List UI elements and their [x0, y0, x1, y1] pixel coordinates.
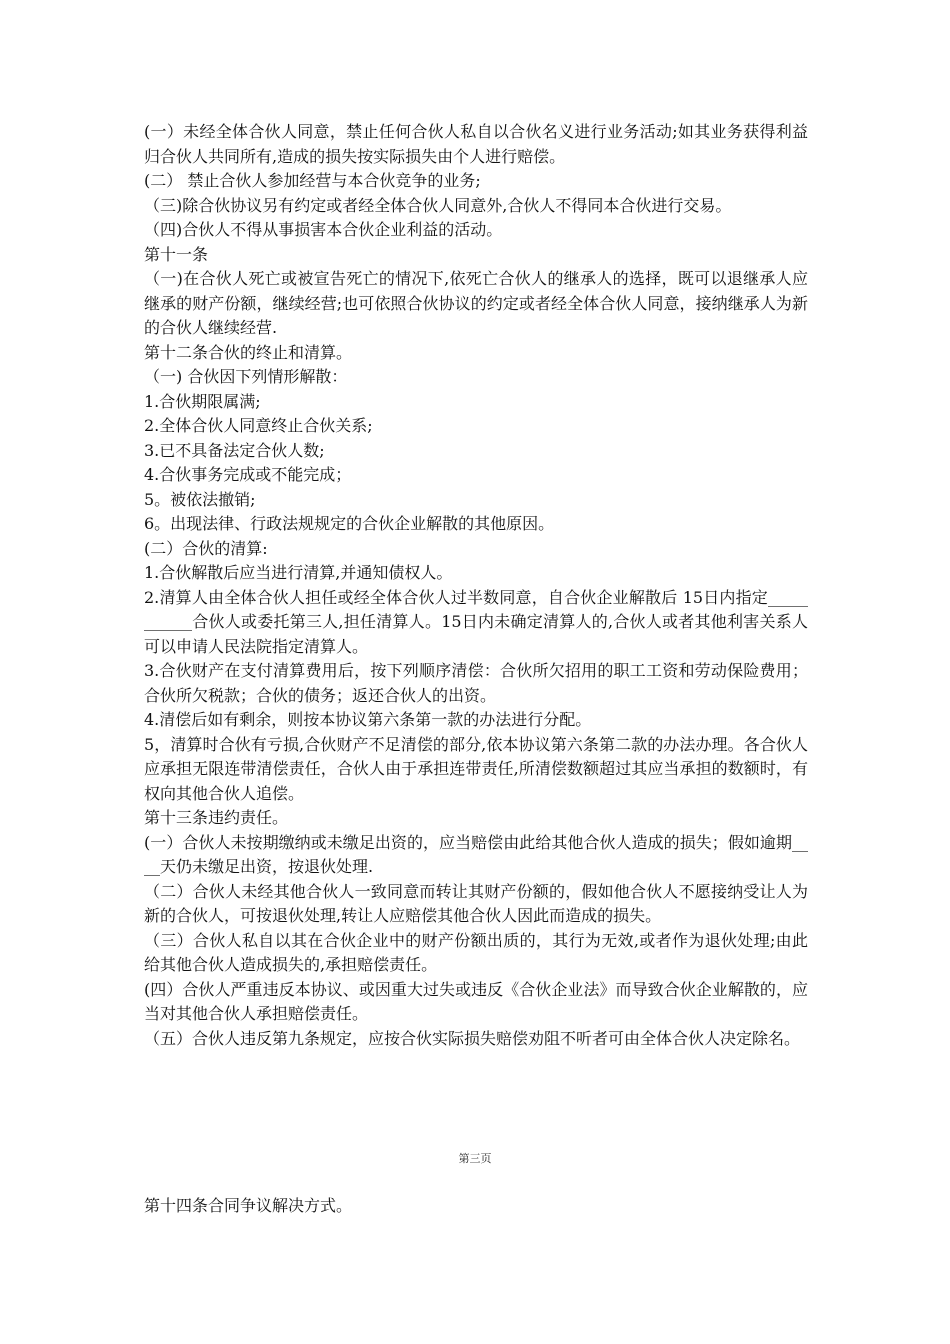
list-item: 4.合伙事务完成或不能完成；: [144, 465, 352, 484]
paragraph: (一）未经全体合伙人同意，禁止任何合伙人私自以合伙名义进行业务活动;如其业务获得利益归合伙人共同所有,造成的损失按实际损失由个人进行赔偿。: [144, 122, 808, 166]
section-heading: 第十一条: [144, 244, 209, 264]
paragraph: （三)除合伙协议另有约定或者经全体合伙人同意外,合伙人不得同本合伙进行交易。: [144, 195, 732, 215]
list-item: 1.合伙期限属满;: [144, 391, 261, 411]
section-heading: 第十二条合伙的终止和清算。: [144, 342, 353, 362]
paragraph: (一）合伙人未按期缴纳或未缴足出资的，应当赔偿由此给其他合伙人造成的损失；假如逾期____天仍未缴足出资，按退伙处理.: [144, 832, 808, 876]
list-item: 3.合伙财产在支付清算费用后，按下列顺序清偿：合伙所欠招用的职工工资和劳动保险费用；合伙所欠税款；合伙的债务；返还合伙人的出资。: [144, 661, 808, 705]
section-heading: 第十三条违约责任。: [144, 808, 289, 827]
list-item: 1.合伙解散后应当进行清算,并通知债权人。: [144, 563, 453, 582]
paragraph: （一)在合伙人死亡或被宣告死亡的情况下,依死亡合伙人的继承人的选择，既可以退继承人应继承的财产份额，继续经营;也可依照合伙协议的约定或者经全体合伙人同意，接纳继承人为新的合伙人继续经营.: [144, 269, 808, 337]
paragraph: (四）合伙人严重违反本协议、或因重大过失或违反《合伙企业法》而导致合伙企业解散的，应当对其他合伙人承担赔偿责任。: [144, 979, 808, 1023]
list-item: 5，清算时合伙有亏损,合伙财产不足清偿的部分,依本协议第六条第二款的办法办理。各合伙人应承担无限连带清偿责任，合伙人由于承担连带责任,所清偿数额超过其应当承担的数额时，有权向其他合伙人追偿。: [144, 734, 808, 803]
list-item: 4.清偿后如有剩余，则按本协议第六条第一款的办法进行分配。: [144, 710, 592, 729]
paragraph: （四)合伙人不得从事损害本合伙企业利益的活动。: [144, 220, 503, 239]
paragraph: （三）合伙人私自以其在合伙企业中的财产份额出质的，其行为无效,或者作为退伙处理;由此给其他合伙人造成损失的,承担赔偿责任。: [144, 930, 808, 974]
list-item: 2.清算人由全体合伙人担任或经全体合伙人过半数同意，自合伙企业解散后 15日内指定___________合伙人或委托第三人,担任清算人。15日内未确定清算人的,合伙人或者其他利害关系人可以申请人民法院指定清算人。: [144, 587, 808, 656]
paragraph: （二）合伙人未经其他合伙人一致同意而转让其财产份额的，假如他合伙人不愿接纳受让人为新的合伙人，可按退伙处理,转让人应赔偿其他合伙人因此而造成的损失。: [144, 881, 808, 925]
next-page-heading: 第十四条合同争议解决方式。: [144, 1196, 353, 1215]
list-item: 2.全体合伙人同意终止合伙关系;: [144, 416, 373, 435]
list-item: 5。被依法撤销;: [144, 489, 256, 509]
page-footer: 第三页: [458, 1152, 492, 1165]
paragraph: (二）合伙的清算:: [144, 538, 268, 558]
list-item: 3.已不具备法定合伙人数;: [144, 440, 325, 460]
paragraph: （一) 合伙因下列情形解散：: [144, 367, 348, 386]
list-item: 6。出现法律、行政法规规定的合伙企业解散的其他原因。: [144, 514, 555, 533]
paragraph: （五）合伙人违反第九条规定，应按合伙实际损失赔偿劝阻不听者可由全体合伙人决定除名。: [144, 1028, 801, 1048]
paragraph: (二） 禁止合伙人参加经营与本合伙竞争的业务;: [144, 171, 481, 190]
document-body: [144, 120, 808, 1051]
